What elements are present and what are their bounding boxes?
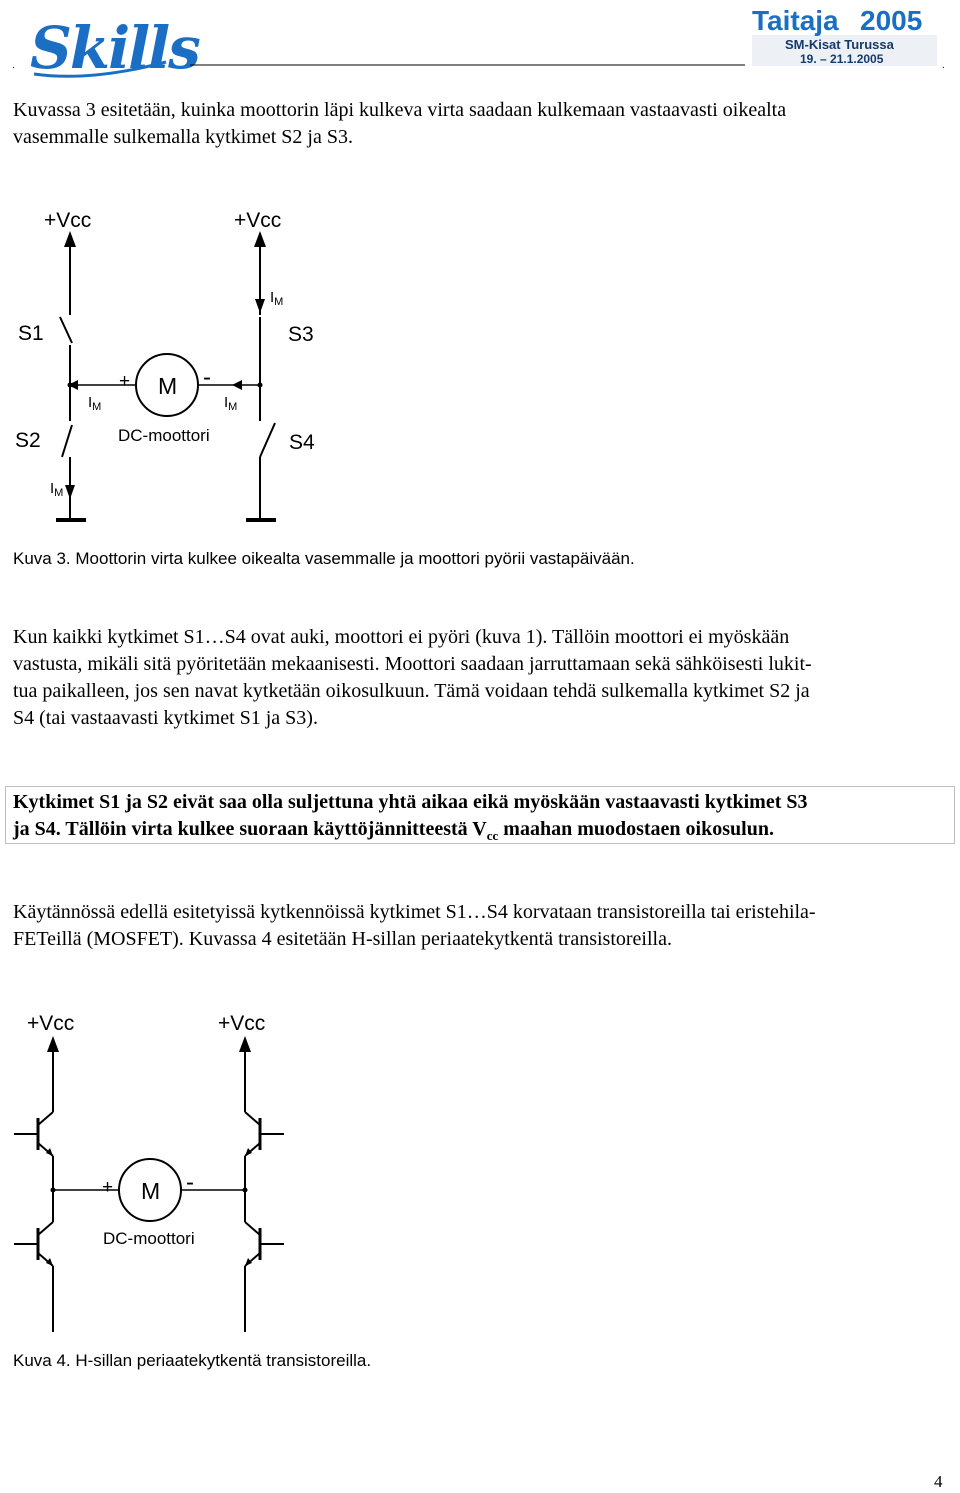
q1-collector — [38, 1112, 53, 1125]
node-right — [258, 383, 263, 388]
motor-minus-label: - — [186, 1169, 194, 1196]
vcc-arrow-left — [47, 1036, 59, 1052]
switch-s4-label: S4 — [289, 431, 315, 454]
switch-s1-blade — [60, 317, 72, 343]
node-left — [68, 383, 73, 388]
motor-symbol-label: M — [141, 1178, 161, 1204]
q1-emitter-arrow — [46, 1148, 53, 1156]
q4-emitter-arrow — [245, 1258, 252, 1266]
q4-collector — [245, 1222, 260, 1235]
q3-collector — [245, 1112, 260, 1125]
text-line: S4 (tai vastaavasti kytkimet S1 ja S3). — [13, 707, 318, 729]
motor-symbol-label: M — [158, 373, 178, 399]
switch-s4-blade — [260, 423, 275, 457]
current-label-s2: $I_M$ — [50, 480, 64, 499]
taitaja-logo-year: 2005 — [860, 5, 923, 36]
vcc-label-right: +Vcc — [218, 1012, 266, 1035]
header-dot-right: . — [942, 60, 945, 71]
node-left — [51, 1188, 56, 1193]
text-line: tua paikalleen, jos sen navat kytketään oikosulkuun. Tämä voidaan tehdä sulkemalla kytkimet S2 ja — [13, 680, 810, 702]
switch-s3-label: S3 — [288, 323, 314, 346]
skills-logo: Skills — [30, 14, 199, 80]
figure-4-h-bridge-transistors — [0, 1000, 320, 1345]
figure-4-caption: Kuva 4. H-sillan periaatekytkentä transistoreilla. — [13, 1351, 372, 1370]
motor-name-label: DC-moottori — [118, 426, 210, 445]
warning-text — [13, 789, 948, 849]
text-line — [13, 816, 948, 849]
text-line: FETeillä (MOSFET). Kuvassa 4 esitetään H-sillan periaatekytkentä transistoreilla. — [13, 928, 672, 950]
text-line: Kytkimet S1 ja S2 eivät saa olla suljettuna yhtä aikaa eikä myöskään vastaavasti kytkimet S3 — [13, 791, 808, 813]
figure-3-caption: Kuva 3. Moottorin virta kulkee oikealta vasemmalle ja moottori pyörii vastapäivään. — [13, 549, 635, 568]
vcc-label-right: +Vcc — [234, 209, 282, 232]
switch-s1-label: S1 — [18, 322, 44, 345]
text-line: vasemmalle sulkemalla kytkimet S2 ja S3. — [13, 126, 353, 148]
text-line: Kuvassa 3 esitetään, kuinka moottorin läpi kulkeva virta saadaan kulkemaan vastaavasti oikealta — [13, 99, 787, 121]
text-line: vastusta, mikäli sitä pyöritetään mekaanisesti. Moottori saadaan jarruttamaan sekä sähköisesti lukit- — [13, 653, 812, 675]
current-arrow-right — [232, 380, 242, 390]
vcc-subscript: cc — [486, 828, 499, 843]
motor-plus-label: + — [102, 1177, 114, 1198]
switch-s2-blade — [62, 425, 72, 457]
body-paragraph-2 — [13, 624, 948, 732]
current-arrow-s2 — [65, 485, 75, 499]
current-label-left: $I_M$ — [88, 394, 102, 413]
q2-emitter-arrow — [46, 1258, 53, 1266]
q2-collector — [38, 1222, 53, 1235]
motor-minus-label: - — [203, 364, 211, 391]
vcc-arrow-right — [239, 1036, 251, 1052]
taitaja-logo-dates: 19. – 21.1.2005 — [800, 52, 884, 66]
text-fragment: ja S4. Tällöin virta kulkee suoraan käyttöjännitteestä V — [13, 818, 487, 840]
text-line: Käytännössä edellä esitetyissä kytkennöissä kytkimet S1…S4 korvataan transistoreilla tai eristehila- — [13, 901, 816, 923]
vcc-arrow-left — [64, 231, 76, 247]
current-label-right: $I_M$ — [224, 394, 238, 413]
taitaja-logo-sub: SM-Kisat Turussa — [785, 37, 894, 52]
current-arrow-s3 — [255, 299, 265, 313]
intro-paragraph — [13, 97, 948, 151]
text-fragment: maahan muodostaen oikosulun. — [498, 818, 774, 840]
vcc-arrow-right — [254, 231, 266, 247]
current-label-s3: $I_M$ — [270, 289, 284, 308]
switch-s2-label: S2 — [15, 429, 41, 452]
header-graphics — [0, 0, 960, 80]
motor-name-label: DC-moottori — [103, 1229, 195, 1248]
node-right — [243, 1188, 248, 1193]
motor-plus-label: + — [119, 371, 131, 392]
vcc-label-left: +Vcc — [44, 209, 92, 232]
taitaja-logo-title: Taitaja — [752, 5, 839, 36]
text-line: Kun kaikki kytkimet S1…S4 ovat auki, moottori ei pyöri (kuva 1). Tällöin moottori ei myöskään — [13, 626, 790, 648]
header-dot-left: . — [12, 60, 15, 71]
body-paragraph-3 — [13, 899, 948, 953]
page-number: 4 — [934, 1472, 943, 1491]
q3-emitter-arrow — [245, 1148, 252, 1156]
vcc-label-left: +Vcc — [27, 1012, 75, 1035]
figure-3-h-bridge-switches — [0, 195, 400, 530]
